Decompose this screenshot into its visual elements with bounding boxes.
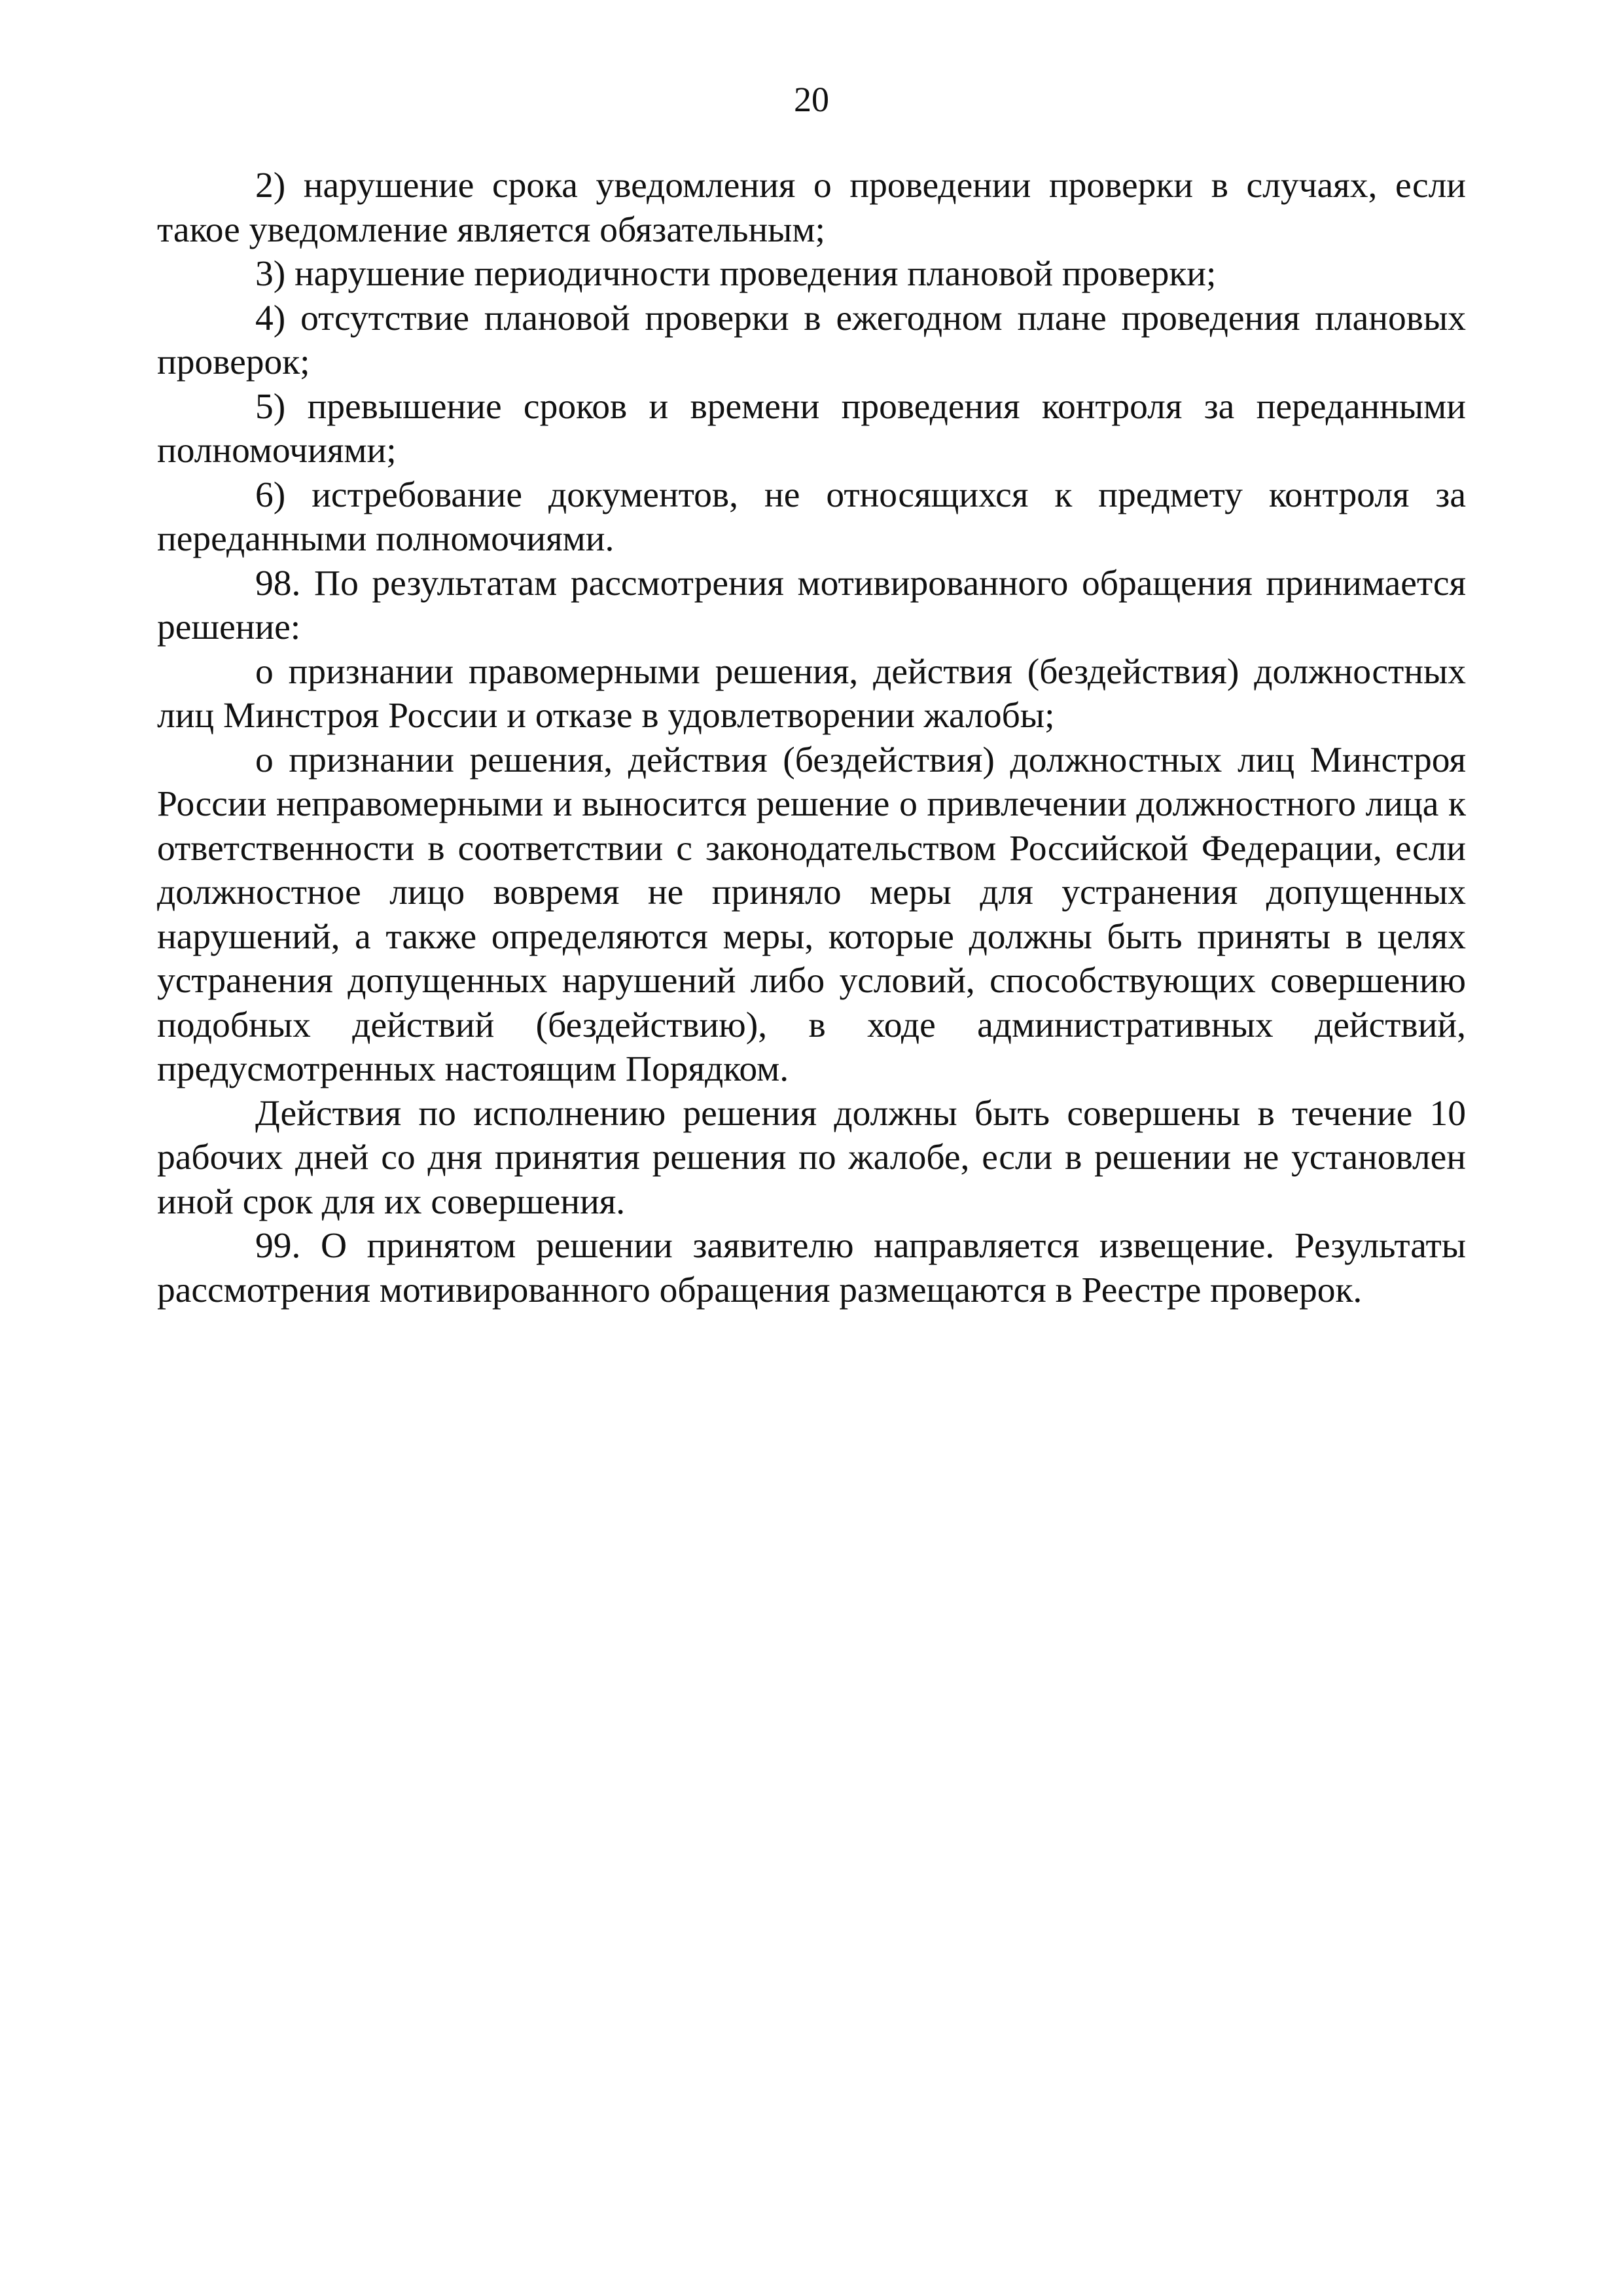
paragraph-execution-term: Действия по исполнению решения должны быть совершены в течение 10 рабочих дней со дня принятия решения по жалобе, если в решении не установлен иной срок для их совершения. (157, 1093, 1466, 1222)
paragraph-item-2: 2) нарушение срока уведомления о проведении проверки в случаях, если такое уведомление является обязательным; (157, 166, 1466, 250)
page-number: 20 (794, 80, 829, 119)
paragraph-98: 98. По результатам рассмотрения мотивированного обращения принимается решение: (157, 563, 1466, 647)
document-body (157, 164, 1466, 1312)
paragraph-decision-unlawful: о признании решения, действия (бездействия) должностных лиц Минстроя России неправомерными и выносится решение о привлечении должностного лица к ответственности в соответствии с законодательством Российской Федерации, если должностное лицо вовремя не приняло меры для устранения допущенных нарушений, а также определяются меры, которые должны быть приняты в целях устранения допущенных нарушений либо условий, способствующих совершению подобных действий (бездействию), в ходе административных действий, предусмотренных настоящим Порядком. (157, 740, 1466, 1089)
paragraph-item-3: 3) нарушение периодичности проведения плановой проверки; (255, 254, 1217, 294)
paragraph-item-4: 4) отсутствие плановой проверки в ежегодном плане проведения плановых проверок; (157, 298, 1466, 382)
paragraph-decision-lawful: о признании правомерными решения, действия (бездействия) должностных лиц Минстроя России и отказе в удовлетворении жалобы; (157, 651, 1466, 736)
paragraph-item-6: 6) истребование документов, не относящихся к предмету контроля за переданными полномочиями. (157, 475, 1466, 559)
paragraph-99: 99. О принятом решении заявителю направляется извещение. Результаты рассмотрения мотивированного обращения размещаются в Реестре проверок. (157, 1226, 1466, 1310)
paragraph-item-5: 5) превышение сроков и времени проведения контроля за переданными полномочиями; (157, 386, 1466, 471)
